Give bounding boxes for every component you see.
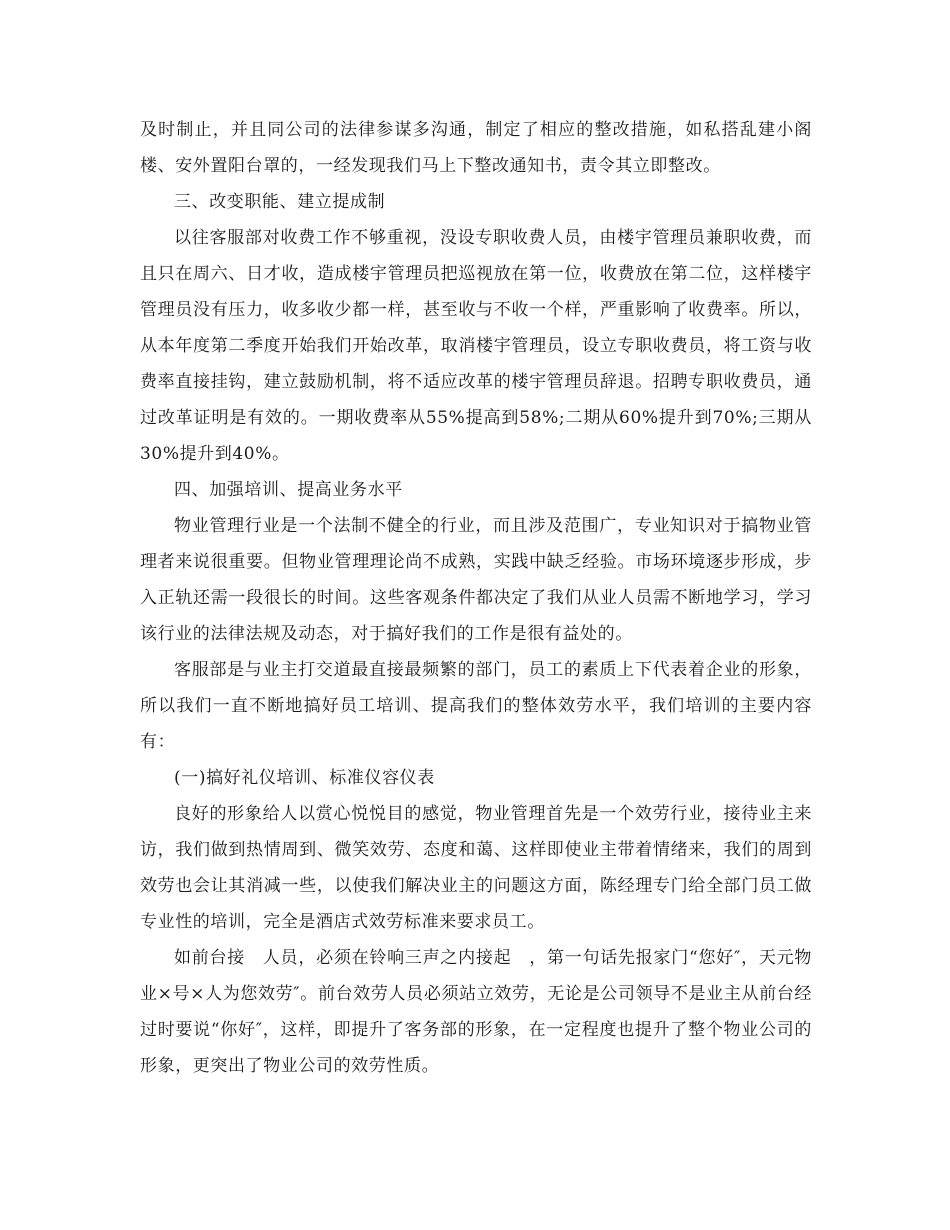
document-body bbox=[140, 112, 812, 1084]
paragraph-etiquette: 良好的形象给人以赏心悦悦目的感觉，物业管理首先是一个效劳行业，接待业主来访，我们做到热情周到、微笑效劳、态度和蔼、这样即使业主带着情绪来，我们的周到效劳也会让其消减一些，以使我们解决业主的问题这方面，陈经理专门给全部门员工做专业性的培训，完全是酒店式效劳标准来要求员工。 bbox=[140, 804, 812, 932]
paragraph-customer-service: 客服部是与业主打交道最直接最频繁的部门，员工的素质上下代表着企业的形象，所以我们一直不断地搞好员工培训、提高我们的整体效劳水平，我们培训的主要内容有： bbox=[140, 660, 812, 752]
section-heading-3: 三、改变职能、建立提成制 bbox=[174, 192, 386, 212]
subsection-heading-1: (一)搞好礼仪培训、标准仪容仪表 bbox=[174, 768, 435, 788]
paragraph-front-desk: 如前台接 人员，必须在铃响三声之内接起 ，第一句话先报家门“您好″，天元物业×号×人为您效劳″。前台效劳人员必须站立效劳，无论是公司领导不是业主从前台经过时要说“你好″，这样，即提升了客务部的形象，在一定程度也提升了整个物业公司的形象，更突出了物业公司的效劳性质。 bbox=[140, 948, 812, 1076]
paragraph-fee-reform: 以往客服部对收费工作不够重视，没设专职收费人员，由楼宇管理员兼职收费，而且只在周六、日才收，造成楼宇管理员把巡视放在第一位，收费放在第二位，这样楼宇管理员没有压力，收多收少都一样，甚至收与不收一个样，严重影响了收费率。所以，从本年度第二季度开始我们开始改革，取消楼宇管理员，设立专职收费员，将工资与收费率直接挂钩，建立鼓励机制，将不适应改革的楼宇管理员辞退。招聘专职收费员，通过改革证明是有效的。一期收费率从55%提高到58%;二期从60%提升到70%;三期从30%提升到40%。 bbox=[140, 228, 812, 464]
paragraph-industry-training: 物业管理行业是一个法制不健全的行业，而且涉及范围广，专业知识对于搞物业管理者来说很重要。但物业管理理论尚不成熟，实践中缺乏经验。市场环境逐步形成，步入正轨还需一段很长的时间。这些客观条件都决定了我们从业人员需不断地学习，学习该行业的法律法规及动态，对于搞好我们的工作是很有益处的。 bbox=[140, 516, 812, 644]
section-heading-4: 四、加强培训、提高业务水平 bbox=[174, 480, 403, 500]
paragraph-continuation: 及时制止，并且同公司的法律参谋多沟通，制定了相应的整改措施，如私搭乱建小阁楼、安外置阳台罩的，一经发现我们马上下整改通知书，责令其立即整改。 bbox=[140, 120, 812, 176]
